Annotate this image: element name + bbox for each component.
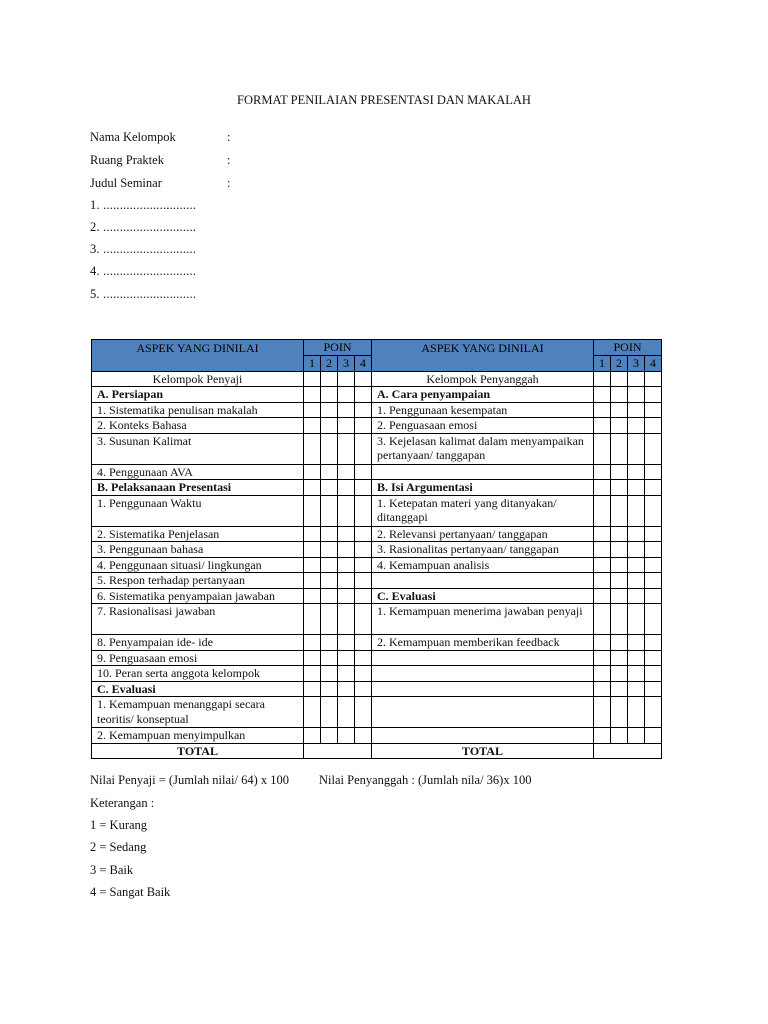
member-line-3: 3. ............................ bbox=[90, 242, 197, 256]
score-cell[interactable] bbox=[321, 635, 338, 651]
aspect-penyaji: 9. Penguasaan emosi bbox=[92, 650, 304, 666]
score-cell[interactable] bbox=[645, 526, 662, 542]
score-cell[interactable] bbox=[594, 604, 611, 635]
score-cell[interactable] bbox=[594, 697, 611, 728]
score-cell[interactable] bbox=[355, 557, 372, 573]
formula-penyaji: Nilai Penyaji = (Jumlah nilai/ 64) x 100 bbox=[90, 773, 290, 787]
score-cell[interactable] bbox=[611, 635, 628, 651]
score-header: 2 bbox=[611, 356, 628, 372]
score-cell[interactable] bbox=[304, 480, 321, 496]
aspect-penyanggah: 2. Relevansi pertanyaan/ tanggapan bbox=[372, 526, 594, 542]
score-cell[interactable] bbox=[338, 650, 355, 666]
aspect-penyanggah bbox=[372, 697, 594, 728]
score-cell[interactable] bbox=[594, 371, 611, 387]
total-label-right: TOTAL bbox=[372, 743, 594, 759]
score-cell[interactable] bbox=[611, 728, 628, 744]
score-cell[interactable] bbox=[304, 557, 321, 573]
score-cell[interactable] bbox=[611, 418, 628, 434]
score-cell[interactable] bbox=[611, 588, 628, 604]
score-cell[interactable] bbox=[628, 387, 645, 403]
score-cell[interactable] bbox=[321, 495, 338, 526]
score-cell[interactable] bbox=[338, 604, 355, 635]
poin-header-right: POIN bbox=[594, 340, 662, 356]
aspect-penyaji: 6. Sistematika penyampaian jawaban bbox=[92, 588, 304, 604]
score-cell[interactable] bbox=[304, 650, 321, 666]
score-cell[interactable] bbox=[321, 728, 338, 744]
score-header: 4 bbox=[645, 356, 662, 372]
score-cell[interactable] bbox=[355, 681, 372, 697]
field-label: Ruang Praktek bbox=[90, 153, 164, 167]
score-cell[interactable] bbox=[321, 573, 338, 589]
table-row bbox=[92, 666, 662, 682]
total-label-left: TOTAL bbox=[92, 743, 304, 759]
score-cell[interactable] bbox=[321, 542, 338, 558]
member-line-5: 5. ............................ bbox=[90, 287, 197, 301]
score-cell[interactable] bbox=[355, 588, 372, 604]
table-row bbox=[92, 542, 662, 558]
table-row bbox=[92, 650, 662, 666]
score-cell[interactable] bbox=[594, 464, 611, 480]
table-row bbox=[92, 573, 662, 589]
score-cell[interactable] bbox=[628, 526, 645, 542]
score-cell[interactable] bbox=[321, 480, 338, 496]
score-cell[interactable] bbox=[611, 650, 628, 666]
score-cell[interactable] bbox=[611, 495, 628, 526]
score-cell[interactable] bbox=[628, 542, 645, 558]
score-cell[interactable] bbox=[645, 573, 662, 589]
score-cell[interactable] bbox=[338, 495, 355, 526]
table-row bbox=[92, 557, 662, 573]
aspect-penyaji: 2. Kemampuan menyimpulkan bbox=[92, 728, 304, 744]
score-cell[interactable] bbox=[338, 728, 355, 744]
table-row bbox=[92, 526, 662, 542]
table-row bbox=[92, 418, 662, 434]
group-label-penyanggah: Kelompok Penyanggah bbox=[372, 371, 594, 387]
score-cell[interactable] bbox=[338, 402, 355, 418]
score-cell[interactable] bbox=[338, 542, 355, 558]
score-cell[interactable] bbox=[594, 728, 611, 744]
score-cell[interactable] bbox=[304, 387, 321, 403]
aspect-penyanggah: A. Cara penyampaian bbox=[372, 387, 594, 403]
score-cell[interactable] bbox=[611, 681, 628, 697]
score-header: 3 bbox=[338, 356, 355, 372]
score-cell[interactable] bbox=[304, 604, 321, 635]
legend-item: 3 = Baik bbox=[90, 863, 134, 877]
score-cell[interactable] bbox=[594, 418, 611, 434]
score-cell[interactable] bbox=[304, 418, 321, 434]
aspect-penyaji: 2. Sistematika Penjelasan bbox=[92, 526, 304, 542]
aspect-penyaji: 1. Kemampuan menanggapi secara teoritis/ konseptual bbox=[92, 697, 304, 728]
aspect-header-right: ASPEK YANG DINILAI bbox=[372, 340, 594, 372]
aspect-penyanggah: 1. Ketepatan materi yang ditanyakan/ ditanggapi bbox=[372, 495, 594, 526]
score-cell[interactable] bbox=[304, 588, 321, 604]
score-cell[interactable] bbox=[628, 480, 645, 496]
score-cell[interactable] bbox=[304, 526, 321, 542]
aspect-penyanggah: 2. Kemampuan memberikan feedback bbox=[372, 635, 594, 651]
aspect-penyaji: B. Pelaksanaan Presentasi bbox=[92, 480, 304, 496]
table-row bbox=[92, 635, 662, 651]
score-cell[interactable] bbox=[645, 433, 662, 464]
score-cell[interactable] bbox=[611, 666, 628, 682]
score-cell[interactable] bbox=[338, 573, 355, 589]
aspect-penyanggah bbox=[372, 728, 594, 744]
score-cell[interactable] bbox=[645, 387, 662, 403]
score-cell[interactable] bbox=[594, 542, 611, 558]
score-cell[interactable] bbox=[338, 697, 355, 728]
table-row bbox=[92, 480, 662, 496]
score-cell[interactable] bbox=[321, 588, 338, 604]
total-value-left[interactable] bbox=[304, 743, 372, 759]
score-cell[interactable] bbox=[628, 728, 645, 744]
legend-item: 4 = Sangat Baik bbox=[90, 885, 171, 899]
score-cell[interactable] bbox=[338, 371, 355, 387]
score-cell[interactable] bbox=[594, 650, 611, 666]
table-row bbox=[92, 604, 662, 635]
score-cell[interactable] bbox=[645, 588, 662, 604]
aspect-penyaji: 7. Rasionalisasi jawaban bbox=[92, 604, 304, 635]
aspect-penyaji: 8. Penyampaian ide- ide bbox=[92, 635, 304, 651]
score-cell[interactable] bbox=[304, 433, 321, 464]
score-cell[interactable] bbox=[355, 464, 372, 480]
aspect-header-left: ASPEK YANG DINILAI bbox=[92, 340, 304, 372]
score-cell[interactable] bbox=[645, 697, 662, 728]
member-line-2: 2. ............................ bbox=[90, 220, 197, 234]
score-cell[interactable] bbox=[355, 371, 372, 387]
score-cell[interactable] bbox=[321, 418, 338, 434]
score-cell[interactable] bbox=[321, 371, 338, 387]
score-cell[interactable] bbox=[594, 526, 611, 542]
score-cell[interactable] bbox=[355, 650, 372, 666]
score-cell[interactable] bbox=[338, 480, 355, 496]
score-cell[interactable] bbox=[611, 480, 628, 496]
aspect-penyaji: 10. Peran serta anggota kelompok bbox=[92, 666, 304, 682]
score-cell[interactable] bbox=[628, 557, 645, 573]
field-colon: : bbox=[227, 153, 231, 167]
score-cell[interactable] bbox=[628, 371, 645, 387]
score-cell[interactable] bbox=[628, 495, 645, 526]
score-cell[interactable] bbox=[321, 402, 338, 418]
score-cell[interactable] bbox=[355, 635, 372, 651]
score-cell[interactable] bbox=[594, 573, 611, 589]
score-cell[interactable] bbox=[594, 681, 611, 697]
score-cell[interactable] bbox=[645, 418, 662, 434]
score-cell[interactable] bbox=[338, 557, 355, 573]
score-cell[interactable] bbox=[321, 650, 338, 666]
aspect-penyaji: 1. Sistematika penulisan makalah bbox=[92, 402, 304, 418]
table-row bbox=[92, 728, 662, 744]
score-cell[interactable] bbox=[611, 433, 628, 464]
score-cell[interactable] bbox=[355, 542, 372, 558]
score-cell[interactable] bbox=[304, 697, 321, 728]
member-line-1: 1. ............................ bbox=[90, 198, 197, 212]
score-cell[interactable] bbox=[594, 635, 611, 651]
score-cell[interactable] bbox=[611, 387, 628, 403]
score-header: 1 bbox=[594, 356, 611, 372]
score-cell[interactable] bbox=[304, 681, 321, 697]
score-cell[interactable] bbox=[338, 433, 355, 464]
score-cell[interactable] bbox=[355, 604, 372, 635]
score-cell[interactable] bbox=[338, 464, 355, 480]
score-cell[interactable] bbox=[611, 464, 628, 480]
score-cell[interactable] bbox=[645, 495, 662, 526]
score-header: 4 bbox=[355, 356, 372, 372]
score-cell[interactable] bbox=[611, 402, 628, 418]
score-cell[interactable] bbox=[628, 418, 645, 434]
score-cell[interactable] bbox=[321, 557, 338, 573]
score-cell[interactable] bbox=[645, 635, 662, 651]
table-row bbox=[92, 402, 662, 418]
score-cell[interactable] bbox=[628, 588, 645, 604]
score-cell[interactable] bbox=[594, 495, 611, 526]
table-row bbox=[92, 464, 662, 480]
table-row bbox=[92, 697, 662, 728]
score-cell[interactable] bbox=[304, 728, 321, 744]
score-cell[interactable] bbox=[645, 666, 662, 682]
score-cell[interactable] bbox=[611, 526, 628, 542]
score-cell[interactable] bbox=[645, 728, 662, 744]
aspect-penyanggah bbox=[372, 666, 594, 682]
score-cell[interactable] bbox=[304, 464, 321, 480]
score-cell[interactable] bbox=[628, 681, 645, 697]
aspect-penyaji: 1. Penggunaan Waktu bbox=[92, 495, 304, 526]
member-line-4: 4. ............................ bbox=[90, 264, 197, 278]
score-cell[interactable] bbox=[594, 480, 611, 496]
poin-header-left: POIN bbox=[304, 340, 372, 356]
score-cell[interactable] bbox=[355, 418, 372, 434]
aspect-penyanggah: 1. Kemampuan menerima jawaban penyaji bbox=[372, 604, 594, 635]
field-colon: : bbox=[227, 176, 231, 190]
aspect-penyaji: C. Evaluasi bbox=[92, 681, 304, 697]
aspect-penyaji: 4. Penggunaan AVA bbox=[92, 464, 304, 480]
total-value-right[interactable] bbox=[594, 743, 662, 759]
score-cell[interactable] bbox=[628, 697, 645, 728]
score-cell[interactable] bbox=[338, 666, 355, 682]
score-header: 2 bbox=[321, 356, 338, 372]
score-cell[interactable] bbox=[594, 557, 611, 573]
score-cell[interactable] bbox=[611, 557, 628, 573]
aspect-penyanggah: B. Isi Argumentasi bbox=[372, 480, 594, 496]
score-cell[interactable] bbox=[611, 697, 628, 728]
score-cell[interactable] bbox=[355, 433, 372, 464]
score-cell[interactable] bbox=[355, 402, 372, 418]
score-header: 1 bbox=[304, 356, 321, 372]
total-row bbox=[92, 743, 662, 759]
table-row bbox=[92, 387, 662, 403]
field-nama-kelompok bbox=[90, 130, 231, 145]
score-cell[interactable] bbox=[594, 588, 611, 604]
score-cell[interactable] bbox=[645, 604, 662, 635]
table-row bbox=[92, 433, 662, 464]
score-cell[interactable] bbox=[338, 418, 355, 434]
field-label: Judul Seminar bbox=[90, 176, 162, 190]
score-cell[interactable] bbox=[338, 588, 355, 604]
score-cell[interactable] bbox=[321, 697, 338, 728]
score-cell[interactable] bbox=[304, 371, 321, 387]
score-cell[interactable] bbox=[321, 666, 338, 682]
score-cell[interactable] bbox=[645, 371, 662, 387]
table-row bbox=[92, 588, 662, 604]
aspect-penyanggah bbox=[372, 650, 594, 666]
aspect-penyanggah: 4. Kemampuan analisis bbox=[372, 557, 594, 573]
score-cell[interactable] bbox=[321, 526, 338, 542]
aspect-penyanggah: 1. Penggunaan kesempatan bbox=[372, 402, 594, 418]
score-cell[interactable] bbox=[338, 526, 355, 542]
field-label: Nama Kelompok bbox=[90, 130, 176, 144]
score-cell[interactable] bbox=[355, 697, 372, 728]
score-cell[interactable] bbox=[355, 666, 372, 682]
formula-penyanggah: Nilai Penyanggah : (Jumlah nila/ 36)x 100 bbox=[319, 773, 532, 787]
field-judul-seminar bbox=[90, 176, 231, 191]
score-cell[interactable] bbox=[304, 542, 321, 558]
score-cell[interactable] bbox=[594, 402, 611, 418]
assessment-table bbox=[91, 339, 662, 759]
aspect-penyaji: A. Persiapan bbox=[92, 387, 304, 403]
score-cell[interactable] bbox=[355, 480, 372, 496]
group-label-penyaji: Kelompok Penyaji bbox=[92, 371, 304, 387]
aspect-penyaji: 4. Penggunaan situasi/ lingkungan bbox=[92, 557, 304, 573]
field-ruang-praktek bbox=[90, 153, 231, 168]
table-row bbox=[92, 681, 662, 697]
aspect-penyanggah: 3. Kejelasan kalimat dalam menyampaikan pertanyaan/ tanggapan bbox=[372, 433, 594, 464]
score-header: 3 bbox=[628, 356, 645, 372]
page-title: FORMAT PENILAIAN PRESENTASI DAN MAKALAH bbox=[237, 93, 531, 107]
score-cell[interactable] bbox=[321, 681, 338, 697]
score-cell[interactable] bbox=[628, 464, 645, 480]
score-cell[interactable] bbox=[321, 464, 338, 480]
score-cell[interactable] bbox=[645, 464, 662, 480]
score-cell[interactable] bbox=[304, 635, 321, 651]
score-cell[interactable] bbox=[611, 604, 628, 635]
aspect-penyaji: 2. Konteks Bahasa bbox=[92, 418, 304, 434]
aspect-penyanggah: 2. Penguasaan emosi bbox=[372, 418, 594, 434]
score-cell[interactable] bbox=[628, 433, 645, 464]
legend-item: 1 = Kurang bbox=[90, 818, 148, 832]
score-cell[interactable] bbox=[645, 402, 662, 418]
score-cell[interactable] bbox=[338, 387, 355, 403]
score-cell[interactable] bbox=[338, 681, 355, 697]
score-cell[interactable] bbox=[304, 573, 321, 589]
aspect-penyanggah: 3. Rasionalitas pertanyaan/ tanggapan bbox=[372, 542, 594, 558]
score-cell[interactable] bbox=[628, 573, 645, 589]
aspect-penyanggah: C. Evaluasi bbox=[372, 588, 594, 604]
score-cell[interactable] bbox=[645, 542, 662, 558]
score-cell[interactable] bbox=[594, 387, 611, 403]
score-cell[interactable] bbox=[304, 666, 321, 682]
field-colon: : bbox=[227, 130, 231, 144]
score-cell[interactable] bbox=[594, 666, 611, 682]
aspect-penyaji: 5. Respon terhadap pertanyaan bbox=[92, 573, 304, 589]
aspect-penyanggah bbox=[372, 573, 594, 589]
legend-title: Keterangan : bbox=[90, 796, 155, 810]
score-cell[interactable] bbox=[611, 542, 628, 558]
score-cell[interactable] bbox=[321, 604, 338, 635]
score-cell[interactable] bbox=[321, 433, 338, 464]
legend-item: 2 = Sedang bbox=[90, 840, 147, 854]
score-cell[interactable] bbox=[645, 480, 662, 496]
score-cell[interactable] bbox=[321, 387, 338, 403]
score-cell[interactable] bbox=[611, 371, 628, 387]
score-cell[interactable] bbox=[355, 495, 372, 526]
score-cell[interactable] bbox=[645, 681, 662, 697]
score-cell[interactable] bbox=[338, 635, 355, 651]
score-cell[interactable] bbox=[355, 728, 372, 744]
score-cell[interactable] bbox=[355, 573, 372, 589]
aspect-penyaji: 3. Susunan Kalimat bbox=[92, 433, 304, 464]
score-cell[interactable] bbox=[628, 650, 645, 666]
score-cell[interactable] bbox=[355, 387, 372, 403]
score-cell[interactable] bbox=[628, 604, 645, 635]
aspect-penyaji: 3. Penggunaan bahasa bbox=[92, 542, 304, 558]
score-cell[interactable] bbox=[628, 402, 645, 418]
score-cell[interactable] bbox=[628, 666, 645, 682]
score-cell[interactable] bbox=[645, 557, 662, 573]
score-cell[interactable] bbox=[611, 573, 628, 589]
score-cell[interactable] bbox=[645, 650, 662, 666]
aspect-penyanggah bbox=[372, 464, 594, 480]
score-cell[interactable] bbox=[304, 495, 321, 526]
score-cell[interactable] bbox=[628, 635, 645, 651]
score-cell[interactable] bbox=[594, 433, 611, 464]
score-cell[interactable] bbox=[304, 402, 321, 418]
score-cell[interactable] bbox=[355, 526, 372, 542]
aspect-penyanggah bbox=[372, 681, 594, 697]
table-row bbox=[92, 495, 662, 526]
